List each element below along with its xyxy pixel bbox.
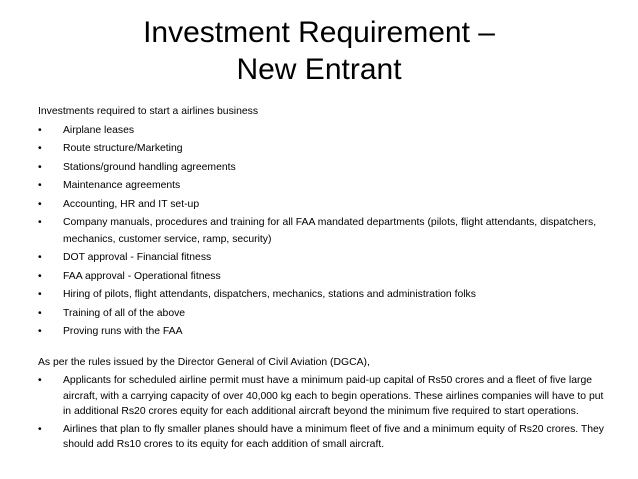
- bullet-icon: •: [38, 375, 42, 386]
- list-item-text: Accounting, HR and IT set-up: [63, 198, 200, 210]
- slide-body: [38, 104, 610, 453]
- bullet-icon: •: [38, 289, 42, 300]
- list-item: [38, 306, 610, 323]
- investment-list: [38, 123, 610, 341]
- dgca-intro: As per the rules issued by the Director General of Civil Aviation (DGCA),: [38, 356, 370, 368]
- list-item: [38, 160, 610, 177]
- bullet-icon: •: [38, 124, 42, 136]
- list-item-text: Proving runs with the FAA: [63, 326, 183, 337]
- list-item: [38, 250, 610, 267]
- list-item-text: FAA approval - Operational fitness: [63, 270, 221, 282]
- bullet-icon: •: [38, 326, 42, 337]
- investments-intro: Investments required to start a airlines business: [38, 106, 259, 117]
- list-item-text: Airlines that plan to fly smaller planes should have a minimum fleet of five and a minimum equity of Rs20 crores. They should add Rs10 crores to its equity for each addition of small aircraft.: [63, 423, 604, 450]
- list-item: [38, 178, 610, 195]
- list-item-text: Route structure/Marketing: [63, 143, 183, 154]
- list-item: [38, 373, 610, 420]
- dgca-list: [38, 373, 610, 453]
- list-item: [38, 287, 610, 304]
- list-item: [38, 422, 610, 453]
- list-item: [38, 141, 610, 158]
- bullet-icon: •: [38, 252, 42, 263]
- list-item-text: DOT approval - Financial fitness: [63, 252, 212, 263]
- list-item-text: Training of all of the above: [63, 307, 186, 319]
- list-item-text: Maintenance agreements: [63, 180, 181, 191]
- bullet-icon: •: [38, 161, 42, 173]
- list-item-text: Hiring of pilots, flight attendants, dispatchers, mechanics, stations and administration folks: [63, 289, 476, 300]
- list-item: [38, 197, 610, 214]
- slide-title: [0, 14, 638, 88]
- bullet-icon: •: [38, 217, 42, 228]
- bullet-icon: •: [38, 423, 42, 435]
- list-item-text: Stations/ground handling agreements: [63, 161, 236, 173]
- list-item: [38, 269, 610, 286]
- list-item-text: Applicants for scheduled airline permit must have a minimum paid-up capital of Rs50 crores and a fleet of five large aircraft, with a carrying capacity of over 40,000 kg each to begin operations. These airlines companies will have to put in additional Rs20 crores equity for each additional aircraft beyond the minimum five required to start operations.: [63, 375, 604, 417]
- list-item-text: Company manuals, procedures and training for all FAA mandated departments (pilots, flight attendants, dispatchers, mechanics, customer service, ramp, security): [63, 217, 597, 245]
- bullet-icon: •: [38, 270, 42, 282]
- title-line-2: New Entrant: [236, 53, 402, 86]
- list-item: [38, 215, 610, 248]
- section-spacer: [38, 341, 610, 355]
- bullet-icon: •: [38, 307, 42, 319]
- list-item: [38, 123, 610, 140]
- list-item-text: Airplane leases: [63, 124, 135, 136]
- bullet-icon: •: [38, 198, 42, 210]
- bullet-icon: •: [38, 180, 42, 191]
- title-line-1: Investment Requirement –: [143, 16, 495, 49]
- bullet-icon: •: [38, 143, 42, 154]
- list-item: [38, 324, 610, 341]
